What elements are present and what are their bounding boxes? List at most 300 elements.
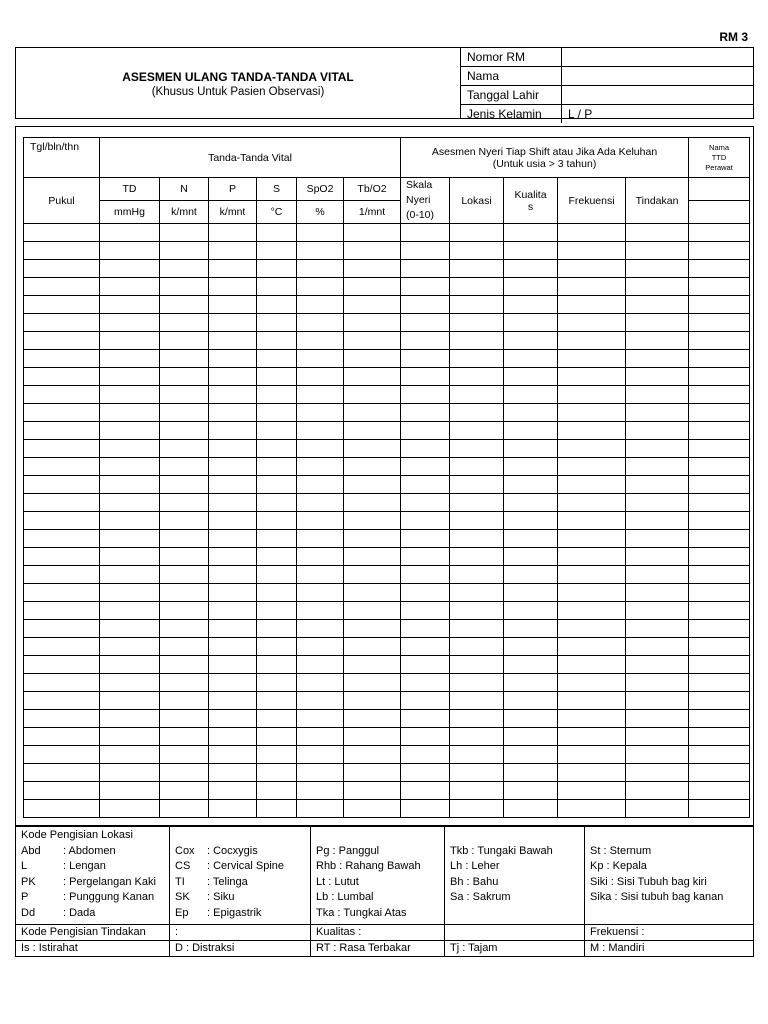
table-cell[interactable] <box>344 530 401 548</box>
table-cell[interactable] <box>401 638 450 656</box>
table-cell[interactable] <box>100 566 160 584</box>
table-cell[interactable] <box>450 620 504 638</box>
table-cell[interactable] <box>450 728 504 746</box>
table-cell[interactable] <box>24 656 100 674</box>
table-cell[interactable] <box>558 422 626 440</box>
table-cell[interactable] <box>344 440 401 458</box>
table-cell[interactable] <box>160 566 209 584</box>
table-cell[interactable] <box>257 224 297 242</box>
table-cell[interactable] <box>160 656 209 674</box>
table-cell[interactable] <box>558 584 626 602</box>
table-cell[interactable] <box>24 422 100 440</box>
table-cell[interactable] <box>626 332 689 350</box>
table-cell[interactable] <box>100 422 160 440</box>
table-cell[interactable] <box>160 242 209 260</box>
table-cell[interactable] <box>689 584 750 602</box>
table-cell[interactable] <box>450 440 504 458</box>
table-cell[interactable] <box>297 692 344 710</box>
table-cell[interactable] <box>450 602 504 620</box>
table-cell[interactable] <box>24 386 100 404</box>
table-cell[interactable] <box>504 602 558 620</box>
table-cell[interactable] <box>558 458 626 476</box>
table-cell[interactable] <box>160 746 209 764</box>
table-cell[interactable] <box>626 458 689 476</box>
table-cell[interactable] <box>689 800 750 818</box>
table-cell[interactable] <box>24 242 100 260</box>
table-cell[interactable] <box>160 692 209 710</box>
table-cell[interactable] <box>297 620 344 638</box>
table-cell[interactable] <box>450 566 504 584</box>
table-cell[interactable] <box>24 296 100 314</box>
table-cell[interactable] <box>626 620 689 638</box>
table-cell[interactable] <box>689 314 750 332</box>
table-cell[interactable] <box>297 440 344 458</box>
table-cell[interactable] <box>401 296 450 314</box>
table-cell[interactable] <box>689 368 750 386</box>
table-cell[interactable] <box>100 656 160 674</box>
table-cell[interactable] <box>626 548 689 566</box>
table-cell[interactable] <box>558 440 626 458</box>
table-cell[interactable] <box>504 404 558 422</box>
table-cell[interactable] <box>450 242 504 260</box>
table-cell[interactable] <box>24 764 100 782</box>
table-cell[interactable] <box>626 404 689 422</box>
table-cell[interactable] <box>344 620 401 638</box>
table-cell[interactable] <box>100 800 160 818</box>
table-cell[interactable] <box>558 728 626 746</box>
table-cell[interactable] <box>160 674 209 692</box>
table-cell[interactable] <box>558 674 626 692</box>
table-cell[interactable] <box>504 368 558 386</box>
table-cell[interactable] <box>209 710 257 728</box>
table-cell[interactable] <box>160 332 209 350</box>
table-cell[interactable] <box>100 620 160 638</box>
table-cell[interactable] <box>558 620 626 638</box>
table-cell[interactable] <box>257 674 297 692</box>
table-cell[interactable] <box>558 314 626 332</box>
table-cell[interactable] <box>401 278 450 296</box>
table-cell[interactable] <box>209 404 257 422</box>
table-cell[interactable] <box>257 242 297 260</box>
table-cell[interactable] <box>160 494 209 512</box>
table-cell[interactable] <box>689 242 750 260</box>
table-cell[interactable] <box>100 278 160 296</box>
table-cell[interactable] <box>297 584 344 602</box>
table-cell[interactable] <box>257 260 297 278</box>
table-cell[interactable] <box>401 350 450 368</box>
table-cell[interactable] <box>344 242 401 260</box>
table-cell[interactable] <box>450 746 504 764</box>
table-cell[interactable] <box>689 224 750 242</box>
table-cell[interactable] <box>558 764 626 782</box>
table-cell[interactable] <box>401 728 450 746</box>
table-cell[interactable] <box>257 548 297 566</box>
table-cell[interactable] <box>401 386 450 404</box>
table-cell[interactable] <box>209 746 257 764</box>
table-cell[interactable] <box>558 800 626 818</box>
table-cell[interactable] <box>626 782 689 800</box>
table-cell[interactable] <box>24 404 100 422</box>
table-cell[interactable] <box>626 278 689 296</box>
table-cell[interactable] <box>100 332 160 350</box>
table-cell[interactable] <box>401 368 450 386</box>
table-cell[interactable] <box>297 512 344 530</box>
table-cell[interactable] <box>504 800 558 818</box>
table-cell[interactable] <box>257 656 297 674</box>
table-cell[interactable] <box>401 674 450 692</box>
table-cell[interactable] <box>504 782 558 800</box>
table-cell[interactable] <box>344 638 401 656</box>
table-cell[interactable] <box>504 458 558 476</box>
table-cell[interactable] <box>504 278 558 296</box>
table-cell[interactable] <box>100 242 160 260</box>
table-cell[interactable] <box>344 404 401 422</box>
table-cell[interactable] <box>344 314 401 332</box>
table-cell[interactable] <box>209 278 257 296</box>
table-cell[interactable] <box>297 602 344 620</box>
table-cell[interactable] <box>401 314 450 332</box>
table-cell[interactable] <box>504 746 558 764</box>
table-cell[interactable] <box>689 332 750 350</box>
table-cell[interactable] <box>344 422 401 440</box>
table-cell[interactable] <box>257 728 297 746</box>
table-cell[interactable] <box>257 368 297 386</box>
table-cell[interactable] <box>24 584 100 602</box>
table-cell[interactable] <box>504 512 558 530</box>
table-cell[interactable] <box>450 710 504 728</box>
table-cell[interactable] <box>450 332 504 350</box>
table-cell[interactable] <box>209 638 257 656</box>
table-cell[interactable] <box>450 548 504 566</box>
table-cell[interactable] <box>344 368 401 386</box>
table-cell[interactable] <box>558 368 626 386</box>
table-cell[interactable] <box>100 224 160 242</box>
table-cell[interactable] <box>401 566 450 584</box>
table-cell[interactable] <box>504 260 558 278</box>
table-cell[interactable] <box>344 764 401 782</box>
table-cell[interactable] <box>558 494 626 512</box>
table-cell[interactable] <box>344 278 401 296</box>
table-cell[interactable] <box>344 584 401 602</box>
table-cell[interactable] <box>160 512 209 530</box>
table-cell[interactable] <box>558 710 626 728</box>
table-cell[interactable] <box>297 278 344 296</box>
tanggal-lahir-field[interactable] <box>562 86 753 104</box>
table-cell[interactable] <box>626 566 689 584</box>
table-cell[interactable] <box>160 368 209 386</box>
table-cell[interactable] <box>344 656 401 674</box>
table-cell[interactable] <box>401 332 450 350</box>
table-cell[interactable] <box>344 602 401 620</box>
table-cell[interactable] <box>626 440 689 458</box>
table-cell[interactable] <box>504 530 558 548</box>
table-cell[interactable] <box>257 512 297 530</box>
table-cell[interactable] <box>24 530 100 548</box>
table-cell[interactable] <box>297 728 344 746</box>
jenis-kelamin-field[interactable]: L / P <box>568 107 593 121</box>
table-cell[interactable] <box>401 530 450 548</box>
table-cell[interactable] <box>209 566 257 584</box>
table-cell[interactable] <box>100 350 160 368</box>
table-cell[interactable] <box>689 422 750 440</box>
table-cell[interactable] <box>24 224 100 242</box>
table-cell[interactable] <box>24 638 100 656</box>
table-cell[interactable] <box>100 314 160 332</box>
table-cell[interactable] <box>689 656 750 674</box>
table-cell[interactable] <box>689 746 750 764</box>
table-cell[interactable] <box>450 800 504 818</box>
table-cell[interactable] <box>160 278 209 296</box>
table-cell[interactable] <box>209 224 257 242</box>
table-cell[interactable] <box>297 422 344 440</box>
table-cell[interactable] <box>24 476 100 494</box>
table-cell[interactable] <box>401 548 450 566</box>
table-cell[interactable] <box>24 620 100 638</box>
table-cell[interactable] <box>100 638 160 656</box>
table-cell[interactable] <box>100 728 160 746</box>
table-cell[interactable] <box>689 602 750 620</box>
table-cell[interactable] <box>450 458 504 476</box>
table-cell[interactable] <box>297 530 344 548</box>
table-cell[interactable] <box>401 494 450 512</box>
table-cell[interactable] <box>689 440 750 458</box>
table-cell[interactable] <box>297 386 344 404</box>
table-cell[interactable] <box>401 476 450 494</box>
table-cell[interactable] <box>689 494 750 512</box>
table-cell[interactable] <box>558 512 626 530</box>
table-cell[interactable] <box>450 224 504 242</box>
table-cell[interactable] <box>344 332 401 350</box>
table-cell[interactable] <box>450 314 504 332</box>
table-cell[interactable] <box>504 584 558 602</box>
table-cell[interactable] <box>297 476 344 494</box>
table-cell[interactable] <box>401 260 450 278</box>
table-cell[interactable] <box>257 530 297 548</box>
table-cell[interactable] <box>450 512 504 530</box>
table-cell[interactable] <box>504 386 558 404</box>
table-cell[interactable] <box>450 476 504 494</box>
table-cell[interactable] <box>626 242 689 260</box>
table-cell[interactable] <box>504 350 558 368</box>
table-cell[interactable] <box>450 350 504 368</box>
table-cell[interactable] <box>558 746 626 764</box>
table-cell[interactable] <box>100 386 160 404</box>
table-cell[interactable] <box>209 674 257 692</box>
table-cell[interactable] <box>401 422 450 440</box>
table-cell[interactable] <box>401 602 450 620</box>
table-cell[interactable] <box>24 800 100 818</box>
table-cell[interactable] <box>160 530 209 548</box>
table-cell[interactable] <box>558 692 626 710</box>
table-cell[interactable] <box>297 368 344 386</box>
table-cell[interactable] <box>401 710 450 728</box>
table-cell[interactable] <box>504 422 558 440</box>
table-cell[interactable] <box>450 530 504 548</box>
table-cell[interactable] <box>504 692 558 710</box>
table-cell[interactable] <box>689 296 750 314</box>
table-cell[interactable] <box>504 332 558 350</box>
table-cell[interactable] <box>344 224 401 242</box>
table-cell[interactable] <box>24 692 100 710</box>
table-cell[interactable] <box>24 332 100 350</box>
table-cell[interactable] <box>689 278 750 296</box>
table-cell[interactable] <box>160 728 209 746</box>
table-cell[interactable] <box>626 674 689 692</box>
table-cell[interactable] <box>689 548 750 566</box>
table-cell[interactable] <box>689 386 750 404</box>
table-cell[interactable] <box>209 476 257 494</box>
table-cell[interactable] <box>626 512 689 530</box>
table-cell[interactable] <box>689 638 750 656</box>
table-cell[interactable] <box>297 746 344 764</box>
table-cell[interactable] <box>209 602 257 620</box>
table-cell[interactable] <box>297 800 344 818</box>
table-cell[interactable] <box>209 620 257 638</box>
table-cell[interactable] <box>160 710 209 728</box>
table-cell[interactable] <box>100 404 160 422</box>
nomor-rm-field[interactable] <box>562 48 753 66</box>
table-cell[interactable] <box>450 386 504 404</box>
table-cell[interactable] <box>689 260 750 278</box>
table-cell[interactable] <box>297 458 344 476</box>
table-cell[interactable] <box>209 314 257 332</box>
table-cell[interactable] <box>257 296 297 314</box>
table-cell[interactable] <box>401 620 450 638</box>
table-cell[interactable] <box>297 566 344 584</box>
table-cell[interactable] <box>209 584 257 602</box>
table-cell[interactable] <box>297 638 344 656</box>
table-cell[interactable] <box>401 692 450 710</box>
table-cell[interactable] <box>401 458 450 476</box>
table-cell[interactable] <box>450 782 504 800</box>
table-cell[interactable] <box>209 494 257 512</box>
table-cell[interactable] <box>401 800 450 818</box>
table-cell[interactable] <box>344 746 401 764</box>
table-cell[interactable] <box>504 764 558 782</box>
table-cell[interactable] <box>689 782 750 800</box>
table-cell[interactable] <box>257 800 297 818</box>
table-cell[interactable] <box>689 566 750 584</box>
table-cell[interactable] <box>257 692 297 710</box>
table-cell[interactable] <box>558 242 626 260</box>
table-cell[interactable] <box>209 728 257 746</box>
table-cell[interactable] <box>689 674 750 692</box>
table-cell[interactable] <box>689 404 750 422</box>
table-cell[interactable] <box>257 350 297 368</box>
table-cell[interactable] <box>160 476 209 494</box>
table-cell[interactable] <box>344 782 401 800</box>
table-cell[interactable] <box>209 368 257 386</box>
table-cell[interactable] <box>209 800 257 818</box>
table-cell[interactable] <box>626 764 689 782</box>
table-cell[interactable] <box>626 494 689 512</box>
table-cell[interactable] <box>24 566 100 584</box>
table-cell[interactable] <box>558 602 626 620</box>
table-cell[interactable] <box>558 656 626 674</box>
table-cell[interactable] <box>209 530 257 548</box>
table-cell[interactable] <box>689 512 750 530</box>
table-cell[interactable] <box>450 368 504 386</box>
table-cell[interactable] <box>24 674 100 692</box>
table-cell[interactable] <box>504 548 558 566</box>
table-cell[interactable] <box>450 692 504 710</box>
table-cell[interactable] <box>344 548 401 566</box>
table-cell[interactable] <box>160 548 209 566</box>
table-cell[interactable] <box>24 746 100 764</box>
table-cell[interactable] <box>209 350 257 368</box>
table-cell[interactable] <box>160 224 209 242</box>
table-cell[interactable] <box>209 242 257 260</box>
table-cell[interactable] <box>100 764 160 782</box>
table-cell[interactable] <box>689 530 750 548</box>
table-cell[interactable] <box>504 638 558 656</box>
table-cell[interactable] <box>689 764 750 782</box>
table-cell[interactable] <box>558 386 626 404</box>
table-cell[interactable] <box>100 746 160 764</box>
table-cell[interactable] <box>100 476 160 494</box>
table-cell[interactable] <box>160 296 209 314</box>
table-cell[interactable] <box>344 350 401 368</box>
table-cell[interactable] <box>558 566 626 584</box>
table-cell[interactable] <box>344 800 401 818</box>
table-cell[interactable] <box>160 314 209 332</box>
table-cell[interactable] <box>160 638 209 656</box>
table-cell[interactable] <box>344 566 401 584</box>
table-cell[interactable] <box>24 260 100 278</box>
table-cell[interactable] <box>297 548 344 566</box>
table-cell[interactable] <box>558 332 626 350</box>
table-cell[interactable] <box>626 296 689 314</box>
table-cell[interactable] <box>257 620 297 638</box>
table-cell[interactable] <box>24 350 100 368</box>
table-cell[interactable] <box>558 296 626 314</box>
table-cell[interactable] <box>344 728 401 746</box>
table-cell[interactable] <box>257 782 297 800</box>
table-cell[interactable] <box>450 656 504 674</box>
table-cell[interactable] <box>297 674 344 692</box>
table-cell[interactable] <box>297 764 344 782</box>
table-cell[interactable] <box>257 764 297 782</box>
table-cell[interactable] <box>689 710 750 728</box>
table-cell[interactable] <box>401 782 450 800</box>
table-cell[interactable] <box>401 746 450 764</box>
table-cell[interactable] <box>626 530 689 548</box>
table-cell[interactable] <box>160 602 209 620</box>
table-cell[interactable] <box>257 710 297 728</box>
table-cell[interactable] <box>160 764 209 782</box>
table-cell[interactable] <box>626 710 689 728</box>
table-cell[interactable] <box>297 260 344 278</box>
table-cell[interactable] <box>504 314 558 332</box>
table-cell[interactable] <box>401 242 450 260</box>
table-cell[interactable] <box>626 584 689 602</box>
table-cell[interactable] <box>100 692 160 710</box>
table-cell[interactable] <box>558 404 626 422</box>
table-cell[interactable] <box>160 260 209 278</box>
table-cell[interactable] <box>626 386 689 404</box>
table-cell[interactable] <box>689 620 750 638</box>
table-cell[interactable] <box>160 458 209 476</box>
table-cell[interactable] <box>558 530 626 548</box>
table-cell[interactable] <box>100 530 160 548</box>
table-cell[interactable] <box>209 782 257 800</box>
table-cell[interactable] <box>401 584 450 602</box>
table-cell[interactable] <box>450 764 504 782</box>
table-cell[interactable] <box>689 458 750 476</box>
table-cell[interactable] <box>626 602 689 620</box>
table-cell[interactable] <box>504 674 558 692</box>
table-cell[interactable] <box>24 548 100 566</box>
